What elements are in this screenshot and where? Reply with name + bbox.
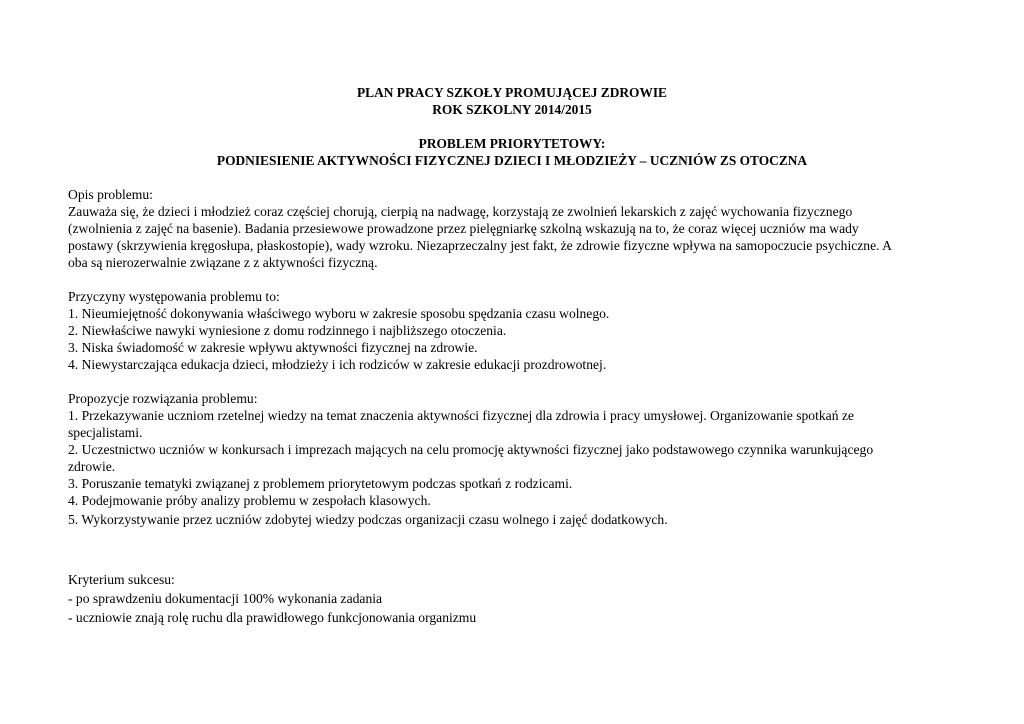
- problem-description-line: (zwolnienia z zajęć na basenie). Badania przesiewowe prowadzone przez pielęgniarkę szkolną wskazują na to, że coraz więcej uczniów ma wady: [68, 221, 859, 236]
- success-criteria-item: - po sprawdzeniu dokumentacji 100% wykonania zadania: [68, 591, 383, 606]
- proposals-title: Propozycje rozwiązania problemu:: [68, 391, 258, 406]
- document-header: [0, 84, 1024, 169]
- proposal-item: zdrowie.: [68, 459, 116, 474]
- priority-problem-title: PODNIESIENIE AKTYWNOŚCI FIZYCZNEJ DZIECI I MŁODZIEŻY – UCZNIÓW ZS OTOCZNA: [216, 153, 808, 168]
- priority-problem-label: PROBLEM PRIORYTETOWY:: [418, 136, 606, 151]
- proposal-item: 1. Przekazywanie uczniom rzetelnej wiedzy na temat znaczenia aktywności fizycznej dla zdrowia i pracy umysłowej. Organizowanie spotkań ze: [68, 408, 854, 423]
- causes-section: [68, 288, 958, 373]
- school-year: ROK SZKOLNY 2014/2015: [432, 102, 592, 117]
- problem-description-line: postawy (skrzywienia kręgosłupa, płaskostopie), wady wzroku. Niezaprzeczalny jest fakt, że zdrowie fizyczne wpływa na samopoczucie psychiczne. A: [68, 238, 892, 253]
- problem-description-section: [68, 186, 958, 271]
- proposal-item: 5. Wykorzystywanie przez uczniów zdobytej wiedzy podczas organizacji czasu wolnego i zajęć dodatkowych.: [68, 512, 668, 527]
- problem-description-title: Opis problemu:: [68, 187, 153, 202]
- causes-title: Przyczyny występowania problemu to:: [68, 289, 280, 304]
- success-criteria-item: - uczniowie znają rolę ruchu dla prawidłowego funkcjonowania organizmu: [68, 610, 477, 625]
- priority-problem-block: [0, 135, 1024, 169]
- problem-description-line: Zauważa się, że dzieci i młodzież coraz częściej chorują, cierpią na nadwagę, korzystają ze zwolnień lekarskich z zajęć wychowania fizycznego: [68, 204, 853, 219]
- proposal-item: 4. Podejmowanie próby analizy problemu w zespołach klasowych.: [68, 493, 431, 508]
- proposal-item: specjalistami.: [68, 425, 143, 440]
- proposal-item: 2. Uczestnictwo uczniów w konkursach i imprezach mających na celu promocję aktywności fizycznej jako podstawowego czynnika warunkującego: [68, 442, 874, 457]
- cause-item: 1. Nieumiejętność dokonywania właściwego wyboru w zakresie sposobu spędzania czasu wolnego.: [68, 306, 610, 321]
- proposals-section: [68, 390, 958, 528]
- success-criteria-title: Kryterium sukcesu:: [68, 572, 175, 587]
- cause-item: 3. Niska świadomość w zakresie wpływu aktywności fizycznej na zdrowie.: [68, 340, 478, 355]
- cause-item: 2. Niewłaściwe nawyki wyniesione z domu rodzinnego i najbliższego otoczenia.: [68, 323, 507, 338]
- proposal-item: 3. Poruszanie tematyki związanej z problemem priorytetowym podczas spotkań z rodzicami.: [68, 476, 573, 491]
- document-title: PLAN PRACY SZKOŁY PROMUJĄCEJ ZDROWIE: [357, 85, 667, 100]
- title-block: [0, 84, 1024, 118]
- cause-item: 4. Niewystarczająca edukacja dzieci, młodzieży i ich rodziców w zakresie edukacji prozdrowotnej.: [68, 357, 607, 372]
- success-criteria-section: [68, 571, 958, 626]
- document-page: [68, 84, 958, 626]
- problem-description-line: oba są nierozerwalnie związane z z aktywności fizyczną.: [68, 255, 378, 270]
